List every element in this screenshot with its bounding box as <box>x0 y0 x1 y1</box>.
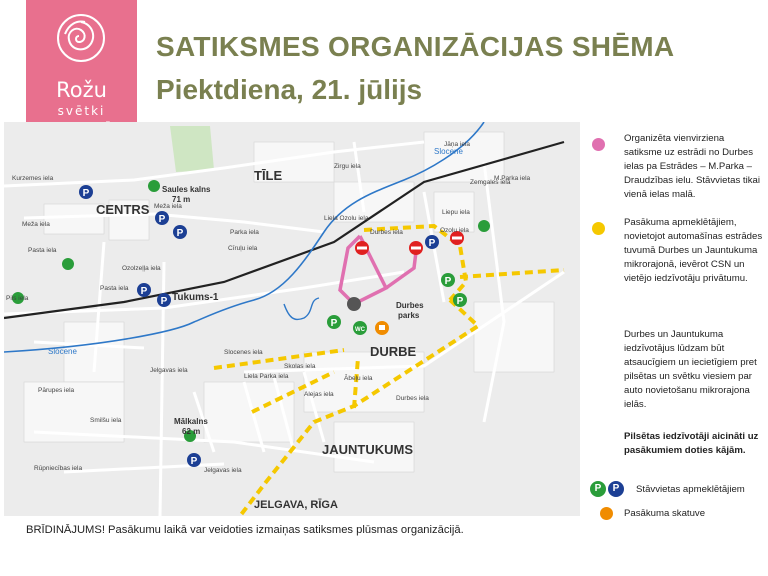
street-label: Kurzemes iela <box>12 175 54 182</box>
station-label: Tukums-1 <box>172 292 219 303</box>
park-area <box>170 126 214 172</box>
district-label: JAUNTUKUMS <box>322 442 413 457</box>
street-label: Alejas iela <box>304 391 334 398</box>
street-label: Jelgavas iela <box>204 467 242 474</box>
legend-one-way: Organizēta vienvirziena satiksme uz estrādi no Durbes ielas pa Estrādes – M.Parka – Draudzības ielu. Stāvvietas tikai vienā ielas malā. <box>624 133 760 200</box>
parking-blue-icon: P <box>608 481 624 497</box>
svg-text:P: P <box>428 238 436 249</box>
street-label: Meža iela <box>22 221 50 228</box>
street-label: Skolas iela <box>284 363 316 370</box>
landmark-height: 71 m <box>172 195 191 204</box>
no-entry-sign <box>409 241 423 255</box>
svg-text:P: P <box>158 214 166 225</box>
svg-text:P: P <box>456 296 464 307</box>
svg-text:P: P <box>160 296 168 307</box>
logo-line-2: svētki <box>57 104 106 118</box>
parking-icon <box>425 235 439 249</box>
stage-icon <box>375 321 389 335</box>
street-label: Zemgales iela <box>470 179 511 186</box>
svg-text:P: P <box>140 286 148 297</box>
venue-marker <box>347 297 361 311</box>
street-label: Meža iela <box>154 203 182 210</box>
street-label: Jāņa iela <box>444 141 471 148</box>
street-label: Liepu iela <box>442 209 470 216</box>
park-label: parks <box>398 311 420 320</box>
svg-text:P: P <box>82 188 90 199</box>
svg-text:P: P <box>330 318 338 329</box>
visitor-parking-icon <box>441 273 455 287</box>
street-label: Slocenes iela <box>224 349 263 356</box>
legend-parking-advice: Pasākuma apmeklētājiem, novietojot automašīnas estrādes tuvumā Durbes un Jauntukuma mikrorajonā, ievērot CSN un vietējo iedzīvotāju privātumu. <box>624 217 763 284</box>
street-label: Liela Parka iela <box>244 373 289 380</box>
pink-route-marker <box>592 138 605 151</box>
parking-icon <box>173 225 187 239</box>
parking-icon <box>187 453 201 467</box>
street-label: M.Parka iela <box>494 175 531 182</box>
home-icon <box>478 220 490 232</box>
district-label: DURBE <box>370 344 417 359</box>
street-label: Parka iela <box>230 229 259 236</box>
street-label: Ābeļu iela <box>344 375 373 382</box>
parking-icon <box>157 293 171 307</box>
landmark-label: Saules kalns <box>162 185 211 194</box>
river-label: Slocene <box>48 347 77 356</box>
destination-label: JELGAVA, RĪGA <box>254 499 338 511</box>
street-label: Cīruļu iela <box>228 245 258 252</box>
visitor-parking-icon <box>453 293 467 307</box>
legend-walk: Pilsētas iedzīvotāji aicināti uz pasākumiem doties kājām. <box>624 431 759 456</box>
legend-residents: Durbes un Jauntukuma iedzīvotājus lūdzam būt atsaucīgiem un iecietīgiem pret pilsētas un svētku viesiem par auto novietošanu mikrorajona ielās. <box>624 329 757 410</box>
rose-icon <box>55 12 107 64</box>
stage-icon <box>600 507 613 520</box>
park-label: Durbes <box>396 301 424 310</box>
district-label: CENTRS <box>96 202 150 217</box>
street-label: Durbes iela <box>396 395 429 402</box>
parking-icon <box>155 211 169 225</box>
street-label: Ozolzeļļa iela <box>122 265 161 272</box>
no-entry-sign <box>355 241 369 255</box>
traffic-map <box>4 122 580 516</box>
parking-icon <box>137 283 151 297</box>
landmark-label: Mālkalns <box>174 417 208 426</box>
street-label: Pasta iela <box>28 247 57 254</box>
street-label: Durbes iela <box>370 229 403 236</box>
parking-green-icon: P <box>590 481 606 497</box>
svg-text:WC: WC <box>355 327 365 333</box>
street-label: Pārupes iela <box>38 387 75 394</box>
svg-text:P: P <box>444 276 452 287</box>
logo-line-1: Rožu <box>56 78 107 102</box>
visitor-parking-icon <box>327 315 341 329</box>
restaurant-icon <box>62 258 74 270</box>
warning-note: BRĪDINĀJUMS! Pasākumu laikā var veidoties izmaiņas satiksmes plūsmas organizācijā. <box>26 524 464 536</box>
street-label: Rūpniecības iela <box>34 465 83 472</box>
river-label: Slocene <box>434 147 463 156</box>
street-label: Liela Ozolu iela <box>324 215 369 222</box>
legend-venue-label: Pasākuma skatuve <box>624 508 706 519</box>
street-label: Zirgu iela <box>334 163 361 170</box>
street-label: Pasta iela <box>100 285 129 292</box>
street-label: Ozolu iela <box>440 227 469 234</box>
svg-text:P: P <box>176 228 184 239</box>
legend-parking-label: Stāvvietas apmeklētājiem <box>636 484 745 495</box>
yellow-zone-marker <box>592 222 605 235</box>
district-label: TĪLE <box>254 168 283 183</box>
wc-icon <box>353 321 367 335</box>
street-label: Smilšu iela <box>90 417 122 424</box>
parking-icon <box>79 185 93 199</box>
viewpoint-icon <box>148 180 160 192</box>
street-label: Jelgavas iela <box>150 367 188 374</box>
page-title: SATIKSMES ORGANIZĀCIJAS SHĒMA <box>156 31 675 62</box>
page-subtitle: Piektdiena, 21. jūlijs <box>156 74 423 105</box>
landmark-height: 62 m <box>182 427 201 436</box>
svg-text:P: P <box>190 456 198 467</box>
street-label: Pils iela <box>6 295 29 302</box>
